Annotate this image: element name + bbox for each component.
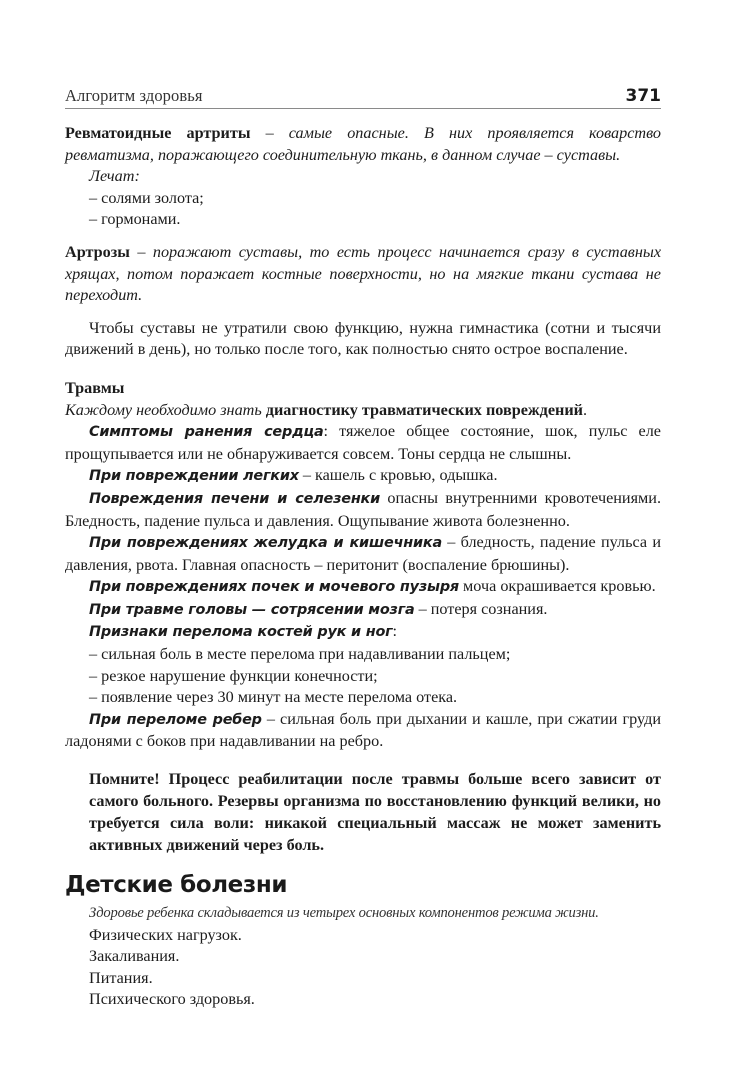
injury-term: При переломе ребер: [89, 711, 262, 728]
injury-item-ribs: [65, 709, 661, 753]
component-item: Физических нагрузок.: [89, 925, 242, 944]
injury-item: [65, 488, 661, 532]
injury-term: При повреждениях желудка и кишечника: [89, 535, 442, 552]
rheumatoid-definition: самые опасные. В них проявляется коварство ревматизма, поражающего соединительную ткань, в данном случае – суставы.: [65, 124, 661, 164]
rheumatoid-section: [65, 123, 661, 231]
intro-bold: диагностику травматических повреждений: [265, 400, 583, 419]
fracture-sign: – появление через 30 минут на месте перелома отека.: [89, 688, 458, 707]
fracture-sign: – резкое нарушение функции конечности;: [89, 666, 378, 685]
section-heading-children: Детские болезни: [65, 872, 288, 899]
component-item: Закаливания.: [89, 947, 180, 966]
dash: –: [129, 242, 153, 261]
injury-item: [65, 599, 661, 622]
arthrosis-section: [65, 242, 661, 307]
injury-term: При травме головы — сотрясении мозга: [89, 601, 415, 618]
injury-item: [65, 421, 661, 465]
injury-text: – потеря сознания.: [414, 599, 548, 618]
dash: –: [250, 124, 289, 142]
injuries-intro: [65, 400, 661, 422]
injuries-title: Травмы: [65, 378, 125, 397]
treat-label: Лечат:: [89, 167, 140, 186]
remember-note: Помните! Процесс реабилитации после травмы больше всего зависит от самого больного. Резервы организма по восстановлению функций велики, но требуется сила воли: никакой специальный массаж не может заменить активных движений через боль.: [89, 770, 661, 855]
component-item: Психического здоровья.: [89, 990, 255, 1009]
gymnastics-section: [65, 318, 661, 361]
injury-item: [65, 576, 661, 599]
gymnastics-paragraph: Чтобы суставы не утратили свою функцию, нужна гимнастика (сотни и тысячи движений в день), но только после того, как полностью снято острое воспаление.: [65, 318, 661, 359]
injury-term: При повреждении легких: [89, 468, 299, 485]
arthrosis-definition: поражают суставы, то есть процесс начинается сразу в суставных хрящах, потом поражает костные поверхности, но на мягкие ткани сустава не переходит.: [65, 242, 662, 305]
running-title: Алгоритм здоровья: [65, 86, 203, 105]
book-page: [65, 84, 661, 1011]
term-arthrosis: Артрозы: [65, 242, 130, 261]
term-rheumatoid: Ревматоидные артриты: [65, 124, 251, 142]
rheumatoid-paragraph: [65, 123, 661, 166]
injury-term: Симптомы ранения сердца: [89, 424, 324, 441]
injury-text: :: [392, 622, 397, 641]
injury-text: опасны внутренними кровотечениями. Бледность, падение пульса и давления. Ощупывание живота болезненно.: [65, 488, 661, 530]
injury-item: [65, 532, 661, 576]
injury-item: [65, 621, 661, 644]
treatment-item: – солями золота;: [89, 188, 204, 207]
children-section: [65, 903, 661, 1011]
injury-text: – сильная боль при дыхании и кашле, при сжатии груди ладонями с боков при надавливании на ребро.: [65, 709, 662, 751]
fracture-sign: – сильная боль в месте перелома при надавливании пальцем;: [89, 645, 511, 664]
children-lead: Здоровье ребенка складывается из четырех основных компонентов режима жизни.: [89, 905, 599, 922]
arthrosis-paragraph: [65, 242, 661, 307]
injury-text: моча окрашивается кровью.: [458, 577, 656, 596]
injury-text: : тяжелое общее состояние, шок, пульс еле прощупывается или не обнаруживается совсем. Тоны сердца не слышны.: [65, 422, 661, 463]
injury-term: Повреждения печени и селезенки: [89, 490, 381, 507]
injury-text: – бледность, падение пульса и давления, рвота. Главная опасность – перитонит (воспаление брюшины).: [65, 533, 662, 574]
injury-term: Признаки перелома костей рук и ног: [89, 624, 393, 641]
injuries-section: [65, 400, 661, 754]
page-number: 371: [625, 86, 661, 106]
treatment-item: – гормонами.: [89, 210, 181, 229]
intro-end: .: [583, 400, 588, 419]
injury-term: При повреждениях почек и мочевого пузыря: [89, 579, 459, 596]
injury-item: [65, 465, 661, 488]
intro-italic: Каждому необходимо знать: [65, 400, 266, 419]
injury-text: – кашель с кровью, одышка.: [298, 466, 498, 485]
component-item: Питания.: [89, 968, 153, 987]
running-header: [65, 84, 661, 109]
